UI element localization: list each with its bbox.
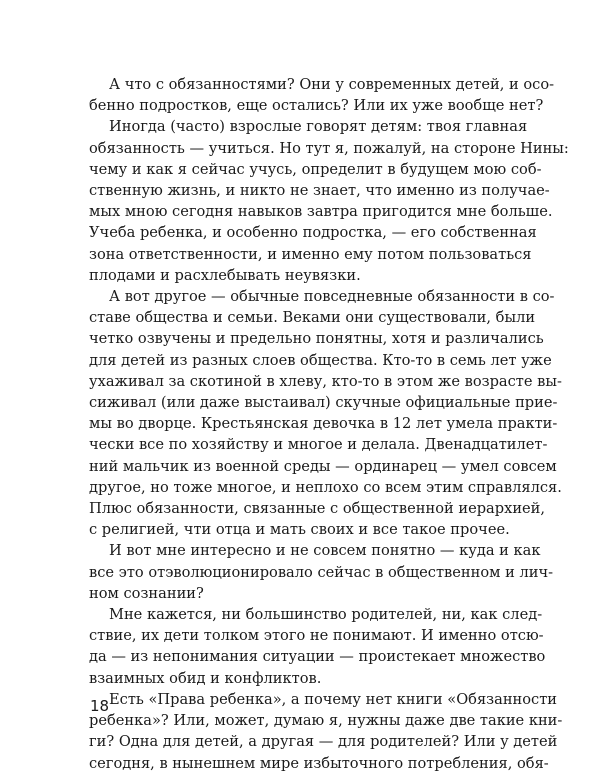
text-line: четко озвучены и предельно понятны, хотя и различались	[89, 330, 544, 348]
text-line: бенно подростков, еще остались? Или их уже вообще нет?	[89, 97, 544, 115]
paragraph	[89, 604, 546, 689]
text-line: Плюс обязанности, связанные с общественной иерархией,	[89, 500, 546, 518]
text-line: плодами и расхлебывать неувязки.	[89, 266, 361, 284]
text-line: ставе общества и семьи. Веками они существовали, были	[89, 309, 536, 327]
text-line: И вот мне интересно и не совсем понятно — куда и как	[109, 542, 541, 560]
text-line: Иногда (часто) взрослые говорят детям: твоя главная	[109, 118, 528, 136]
text-line: да — из непонимания ситуации — проистекает множество	[89, 648, 546, 666]
text-line: Мне кажется, ни большинство родителей, ни, как след-	[109, 606, 543, 624]
text-line: чески все по хозяйству и многое и делала. Двенадцатилет-	[89, 436, 548, 454]
paragraph	[89, 689, 563, 774]
paragraph	[89, 540, 554, 604]
text-line: мых мною сегодня навыков завтра пригодится мне больше.	[89, 203, 553, 221]
text-line: Учеба ребенка, и особенно подростка, — его собственная	[89, 224, 537, 242]
text-line: ственную жизнь, и никто не знает, что именно из получае-	[89, 182, 550, 200]
text-line: Есть «Права ребенка», а почему нет книги «Обязанности	[109, 690, 558, 708]
paragraph	[89, 286, 562, 540]
text-line: для детей из разных слоев общества. Кто-то в семь лет уже	[89, 351, 552, 369]
text-line: мы во дворце. Крестьянская девочка в 12 лет умела практи-	[89, 415, 558, 433]
text-line: взаимных обид и конфликтов.	[89, 669, 322, 687]
text-line: А вот другое — обычные повседневные обязанности в со-	[109, 288, 555, 306]
text-line: ном сознании?	[89, 584, 204, 602]
text-line: обязанность — учиться. Но тут я, пожалуй, на стороне Нины:	[89, 139, 569, 157]
text-line: ги? Одна для детей, а другая — для родителей? Или у детей	[89, 733, 558, 751]
text-line: с религией, чти отца и мать своих и все такое прочее.	[89, 521, 510, 539]
paragraph	[89, 116, 569, 286]
paragraph	[89, 74, 555, 116]
text-line: ухаживал за скотиной в хлеву, кто-то в этом же возрасте вы-	[89, 372, 562, 390]
text-line: сиживал (или даже выстаивал) скучные официальные прие-	[89, 394, 558, 412]
text-line: чему и как я сейчас учусь, определит в будущем мою соб-	[89, 160, 542, 178]
text-line: сегодня, в нынешнем мире избыточного потребления, обя-	[89, 754, 549, 772]
text-line: ствие, их дети толком этого не понимают. И именно отсю-	[89, 627, 544, 645]
page-number: 18	[90, 697, 110, 715]
text-line: другое, но тоже многое, и неплохо со всем этим справлялся.	[89, 478, 562, 496]
text-line: А что с обязанностями? Они у современных детей, и осо-	[109, 76, 555, 93]
text-line: ний мальчик из военной среды — ординарец — умел совсем	[89, 457, 557, 475]
body-text	[89, 74, 569, 774]
text-line: все это отэволюционировало сейчас в общественном и лич-	[89, 563, 554, 581]
text-line: зона ответственности, и именно ему потом пользоваться	[89, 245, 532, 263]
text-line: ребенка»? Или, может, думаю я, нужны даже две такие кни-	[89, 712, 563, 730]
